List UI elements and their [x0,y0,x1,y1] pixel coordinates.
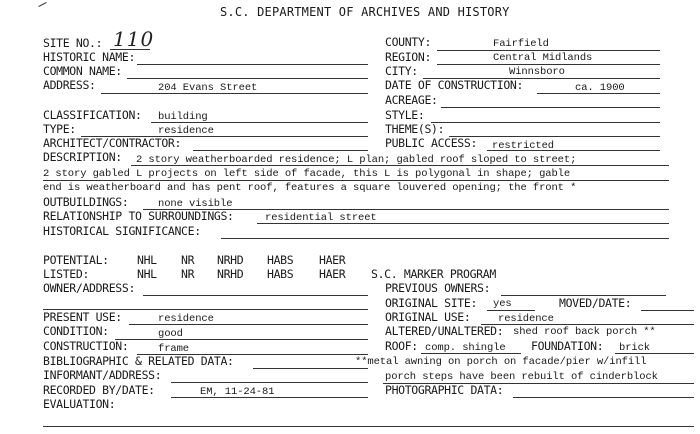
condition-line [115,339,368,340]
relationship-line [257,223,669,224]
bibliographic-note-1: **metal awning on porch on facade/pier w/infill [355,356,647,368]
construction-date-line [537,93,660,94]
recorded-by-value: EM, 11-24-81 [200,386,275,398]
original-site-label: ORIGINAL SITE: [385,296,478,310]
original-use-label: ORIGINAL USE: [385,310,471,324]
address-label: ADDRESS: [43,78,96,92]
style-label: STYLE: [385,108,425,122]
potential-nr: NR [181,253,195,267]
photographic-line [513,397,694,398]
public-access-line [487,150,660,151]
historical-significance-line [221,238,669,239]
public-access-label: PUBLIC ACCESS: [385,136,478,150]
historical-significance-label: HISTORICAL SIGNIFICANCE: [43,224,201,238]
historic-name-label: HISTORIC NAME: [43,50,136,64]
description-line-2: 2 story gabled L projects on left side of facade, this L is polygonal in shape; gable [43,168,571,180]
foundation-line [615,353,694,354]
original-use-value: residence [498,313,554,325]
architect-label: ARCHITECT/CONTRACTOR: [43,136,182,150]
city-value: Winnsboro [509,66,565,78]
listed-nrhd: NRHD [217,267,244,281]
construction-label: CONSTRUCTION: [43,339,129,353]
outbuildings-value: none visible [158,198,233,210]
foundation-label: FOUNDATION: [531,339,604,353]
architect-line [193,150,368,151]
bibliographic-label: BIBLIOGRAPHIC & RELATED DATA: [43,354,234,368]
historic-name-line [137,64,368,65]
original-use-line [481,324,694,325]
evaluation-line [43,426,694,427]
style-line [431,122,660,123]
region-line [437,64,660,65]
listed-habs: HABS [267,267,294,281]
pen-mark [38,2,46,7]
county-line [437,50,660,51]
original-site-line [487,310,535,311]
informant-line [171,382,368,383]
construction-date-value: ca. 1900 [575,82,625,94]
description-underline-1 [131,165,669,166]
county-value: Fairfield [493,38,549,50]
recorded-by-label: RECORDED BY/DATE: [43,383,155,397]
condition-label: CONDITION: [43,324,109,338]
public-access-value: restricted [492,140,555,152]
classification-label: CLASSIFICATION: [43,108,142,122]
present-use-line [129,324,368,325]
form-title: S.C. DEPARTMENT OF ARCHIVES AND HISTORY [220,5,510,19]
type-value: residence [158,125,214,137]
foundation-value: brick [619,342,651,354]
relationship-label: RELATIONSHIP TO SURROUNDINGS: [43,209,234,223]
description-underline-2 [43,180,669,181]
classification-line [151,122,368,123]
evaluation-label: EVALUATION: [43,397,116,411]
bibliographic-line [253,368,368,369]
description-line-1: 2 story weatherboarded residence; L plan; gabled roof sloped to street; [136,154,577,166]
altered-label: ALTERED/UNALTERED: [385,324,504,338]
description-line-3: end is weatherboard and has pent roof, features a square louvered opening; the front * [43,182,577,194]
listed-label: LISTED: [43,267,90,281]
present-use-label: PRESENT USE: [43,310,122,324]
address-line [101,93,368,94]
bibliographic-note-2: porch steps have been rebuilt of cinderblock [385,371,658,383]
potential-label: POTENTIAL: [43,253,109,267]
site-no-value: 110 [113,27,155,51]
roof-value: comp. shingle [425,342,506,354]
themes-label: THEME(S): [385,122,445,136]
recorded-by-line [171,397,368,398]
moved-date-label: MOVED/DATE: [559,296,632,310]
roof-label: ROOF: [385,339,418,353]
photographic-label: PHOTOGRAPHIC DATA: [385,383,504,397]
owner-address-line [143,295,368,296]
construction-date-label: DATE OF CONSTRUCTION: [385,78,524,92]
listed-nhl: NHL [137,267,157,281]
previous-owners-label: PREVIOUS OWNERS: [385,281,491,295]
roof-line [421,353,521,354]
type-label: TYPE: [43,122,76,136]
listed-nr: NR [181,267,195,281]
address-value: 204 Evans Street [158,82,258,94]
common-name-label: COMMON NAME: [43,64,122,78]
region-label: REGION: [385,50,432,64]
moved-date-line [641,310,694,311]
potential-haer: HAER [319,253,346,267]
classification-value: building [158,111,208,123]
potential-habs: HABS [267,253,294,267]
listed-haer: HAER [319,267,346,281]
relationship-value: residential street [265,212,377,224]
common-name-line [127,78,368,79]
informant-label: INFORMANT/ADDRESS: [43,368,162,382]
original-site-value: yes [493,298,512,310]
potential-nrhd: NRHD [217,253,244,267]
outbuildings-label: OUTBUILDINGS: [43,195,129,209]
marker-program-label: S.C. MARKER PROGRAM [371,267,496,281]
altered-value: shed roof back porch ** [513,326,656,338]
acreage-line [441,107,660,108]
description-label: DESCRIPTION: [43,150,122,164]
county-label: COUNTY: [385,35,432,49]
themes-line [449,136,660,137]
present-use-value: residence [158,313,214,325]
owner-address-label: OWNER/ADDRESS: [43,281,136,295]
construction-value: frame [158,343,190,355]
condition-value: good [158,328,183,340]
potential-nhl: NHL [137,253,157,267]
site-no-label: SITE NO.: [43,36,103,50]
acreage-label: ACREAGE: [385,93,438,107]
city-label: CITY: [385,64,418,78]
region-value: Central Midlands [493,52,593,64]
